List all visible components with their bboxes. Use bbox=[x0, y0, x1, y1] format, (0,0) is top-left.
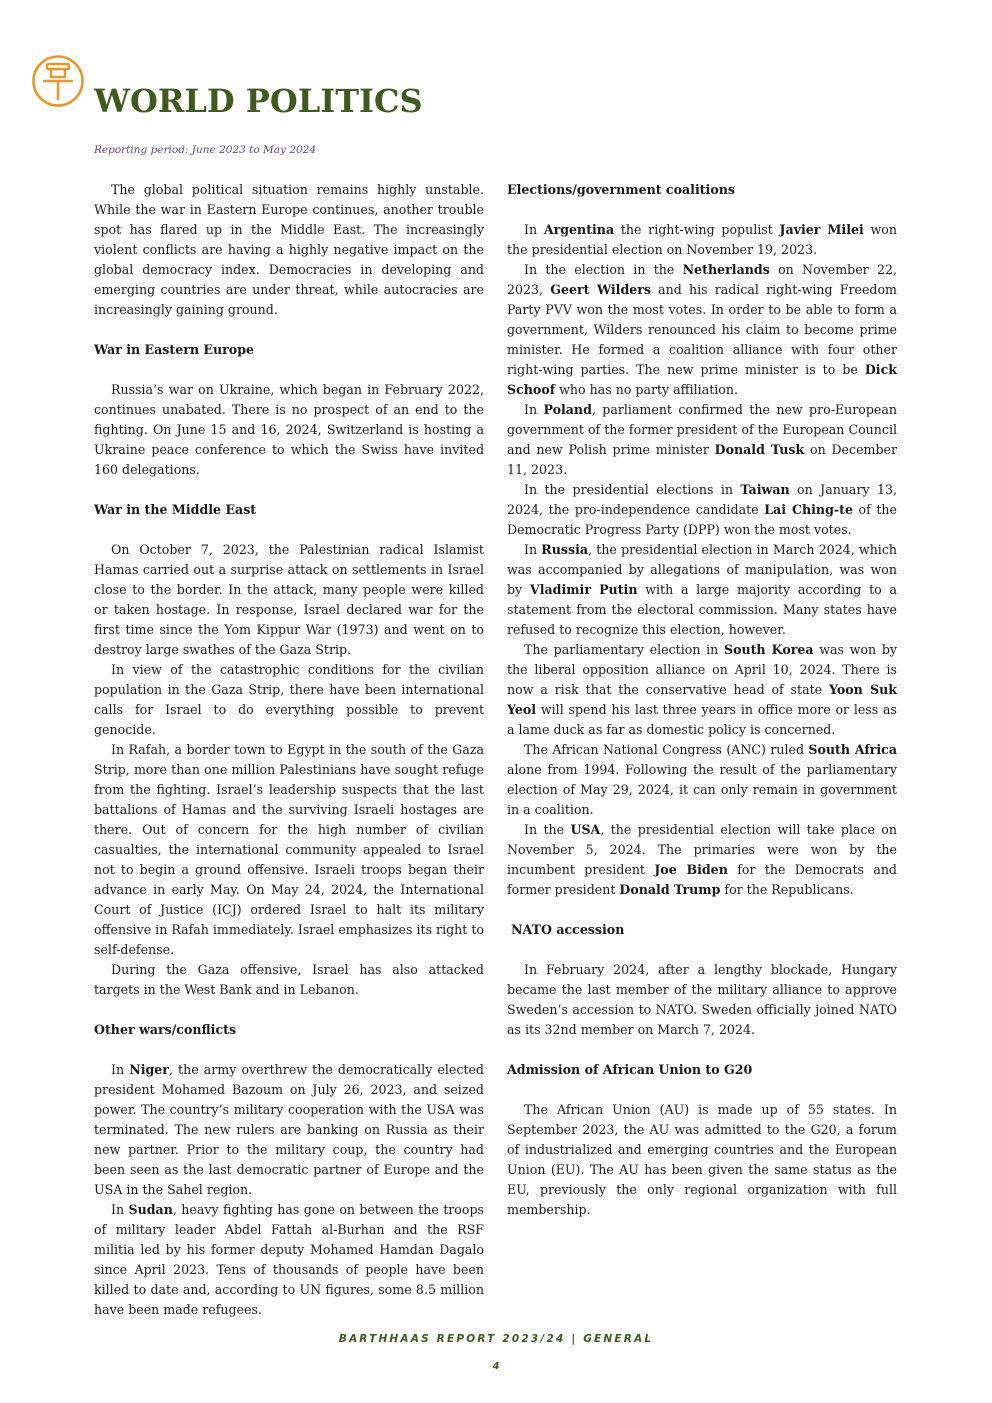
paragraph: On October 7, 2023, the Palestinian radical Islamist Hamas carried out a surprise attack on settlements in Israel close to the border. In the attack, many people were killed or taken hostage. In response, Israel declared war for the first time since the Yom Kippur War (1973) and went on to destroy large swathes of the Gaza Strip. bbox=[94, 542, 484, 657]
country-name: Niger bbox=[129, 1062, 169, 1077]
pin-icon bbox=[30, 53, 86, 109]
page-number: 4 bbox=[492, 1361, 500, 1372]
left-column bbox=[94, 180, 484, 1320]
paragraph-usa: In the USA, the presidential election will take place on November 5, 2024. The primaries were won by the incumbent president Joe Biden for the Democrats and former president Donald Trump for the Republicans. bbox=[507, 822, 898, 897]
paragraph-poland: In Poland, parliament confirmed the new pro-European government of the former president of the European Council and new Polish prime minister Donald Tusk on December 11, 2023. bbox=[507, 402, 897, 477]
section-heading-eastern-europe: War in Eastern Europe bbox=[94, 342, 255, 357]
paragraph-sudan: In Sudan, heavy fighting has gone on between the troops of military leader Abdel Fattah al-Burhan and the RSF militia led by his former deputy Mohamed Hamdan Dagalo since April 2023. Tens of thousands of people have been killed to date and, according to UN figures, some 8.5 million have been made refugees. bbox=[94, 1202, 484, 1317]
right-column bbox=[507, 180, 897, 1220]
paragraph-niger: In Niger, the army overthrew the democratically elected president Mohamed Bazoum on July 26, 2023, and seized power. The country’s military cooperation with the USA was terminated. The new rulers are banking on Russia as their new partner. Prior to the military coup, the country had been seen as the last democratic partner of Europe and the USA in the Sahel region. bbox=[94, 1062, 484, 1197]
page-title: WORLD POLITICS bbox=[94, 82, 423, 120]
footer-text: BARTHHAAS REPORT 2023/24 | GENERAL bbox=[338, 1333, 654, 1345]
paragraph-netherlands: In the election in the Netherlands on November 22, 2023, Geert Wilders and his radical right-wing Freedom Party PVV won the most votes. In order to be able to form a government, Wilders renounced his claim to become prime minister. He formed a coalition alliance with four other right-wing parties. The new prime minister is to be Dick Schoof who has no party affiliation. bbox=[507, 262, 897, 397]
section-heading-nato: NATO accession bbox=[511, 922, 625, 937]
paragraph-argentina: In Argentina the right-wing populist Javier Milei won the presidential election on November 19, 2023. bbox=[507, 222, 898, 257]
section-heading-middle-east: War in the Middle East bbox=[94, 502, 257, 517]
country-name: Sudan bbox=[128, 1202, 173, 1217]
paragraph: In view of the catastrophic conditions for the civilian population in the Gaza Strip, there have been international calls for Israel to do everything possible to prevent genocide. bbox=[94, 662, 484, 737]
paragraph-south-africa: The African National Congress (ANC) ruled South Africa alone from 1994. Following the result of the parliamentary election of May 29, 2024, it can only remain in government in a coalition. bbox=[507, 742, 897, 817]
paragraph-taiwan: In the presidential elections in Taiwan on January 13, 2024, the pro-independence candidate Lai Ching-te of the Democratic Progress Party (DPP) won the most votes. bbox=[507, 482, 898, 537]
paragraph-russia: In Russia, the presidential election in March 2024, which was accompanied by allegations of manipulation, was won by Vladimir Putin with a large majority according to a statement from the electoral commission. Many states have refused to recognize this election, however. bbox=[507, 542, 897, 637]
paragraph: Russia’s war on Ukraine, which began in February 2022, continues unabated. There is no prospect of an end to the fighting. On June 15 and 16, 2024, Switzerland is hosting a Ukraine peace conference to which the Swiss have invited 160 delegations. bbox=[94, 382, 484, 477]
paragraph: In Rafah, a border town to Egypt in the south of the Gaza Strip, more than one million Palestinians have sought refuge from the fighting. Israel’s leadership suspects that the last battalions of Hamas and the surviving Israeli hostages are there. Out of concern for the high number of civilian casualties, the international community appealed to Israel not to begin a ground offensive. Israeli troops began their advance in early May. On May 24, 2024, the International Court of Justice (ICJ) ordered Israel to halt its military offensive in Rafah immediately. Israel emphasizes its right to self-defense. bbox=[94, 742, 484, 957]
section-heading-other-conflicts: Other wars/conflicts bbox=[94, 1022, 237, 1037]
reporting-period: Reporting period: June 2023 to May 2024 bbox=[94, 144, 317, 156]
paragraph: In February 2024, after a lengthy blockade, Hungary became the last member of the military alliance to approve Sweden’s accession to NATO. Sweden officially joined NATO as its 32nd member on March 7, 2024. bbox=[507, 962, 897, 1037]
section-heading-elections: Elections/government coalitions bbox=[507, 182, 735, 197]
paragraph-south-korea: The parliamentary election in South Korea was won by the liberal opposition alliance on April 10, 2024. There is now a risk that the conservative head of state Yoon Suk Yeol will spend his last three years in office more or less as a lame duck as far as domestic policy is concerned. bbox=[507, 642, 898, 737]
paragraph: The African Union (AU) is made up of 55 states. In September 2023, the AU was admitted to the G20, a forum of industrialized and emerging countries and the European Union (EU). The AU has been given the same status as the EU, previously the only regional organization with full membership. bbox=[507, 1102, 897, 1217]
paragraph: During the Gaza offensive, Israel has also attacked targets in the West Bank and in Lebanon. bbox=[94, 962, 484, 997]
section-heading-african-union: Admission of African Union to G20 bbox=[507, 1062, 753, 1077]
intro-paragraph: The global political situation remains highly unstable. While the war in Eastern Europe continues, another trouble spot has flared up in the Middle East. The increasingly violent conflicts are having a highly negative impact on the global democracy index. Democracies in developing and emerging countries are under threat, while autocracies are increasingly gaining ground. bbox=[94, 182, 484, 317]
